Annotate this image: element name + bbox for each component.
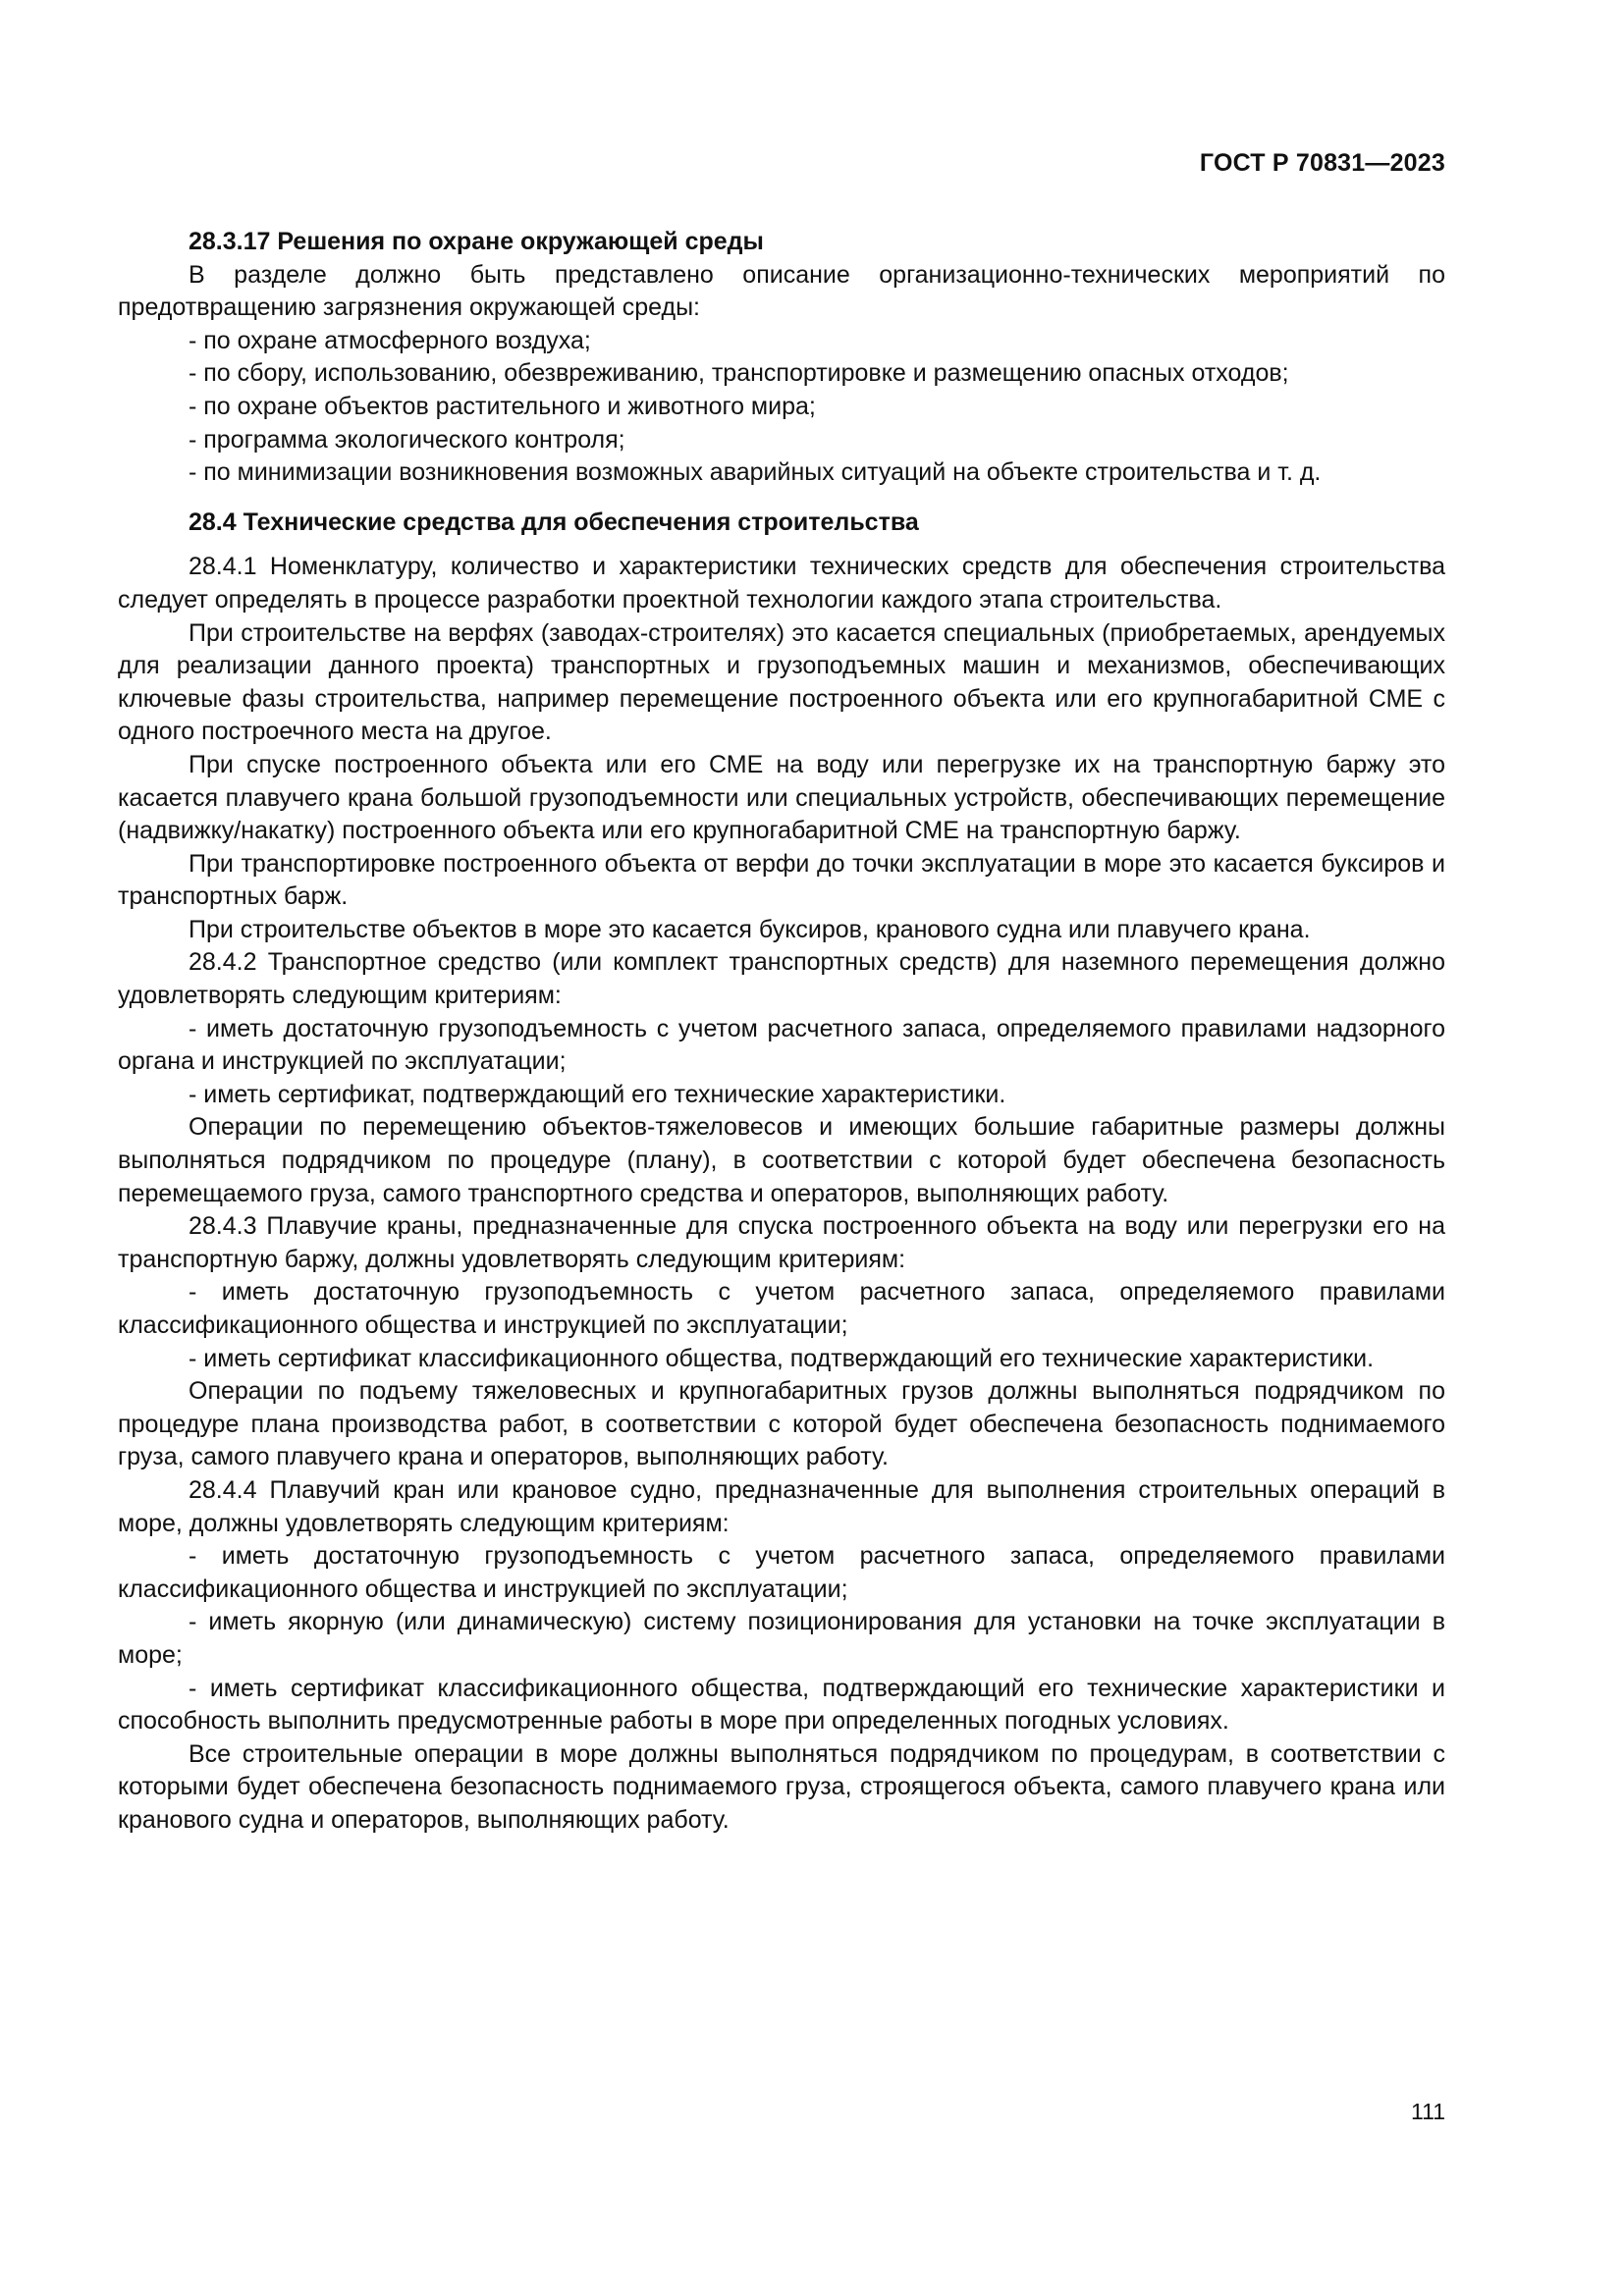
section-heading-28-3-17: 28.3.17 Решения по охране окружающей среды (189, 228, 764, 255)
paragraph: В разделе должно быть представлено описание организационно-технических мероприятий по предотвращению загрязнения окружающей среды: (118, 260, 1445, 322)
list-item: - по охране атмосферного воздуха; (189, 326, 591, 354)
paragraph: Все строительные операции в море должны выполняться подрядчиком по процедурам, в соответствии с которыми будет обеспечена безопасность поднимаемого груза, строящегося объекта, самого плавучего крана или кранового судна и операторов, выполняющих работу. (118, 1739, 1445, 1834)
paragraph: 28.4.1 Номенклатуру, количество и характеристики технических средств для обеспечения строительства следует определять в процессе разработки проектной технологии каждого этапа строительства. (118, 553, 1445, 614)
list-item: - иметь сертификат классификационного общества, подтверждающий его технические характеристики и способность выполнить предусмотренные работы в море при определенных погодных условиях. (118, 1674, 1445, 1735)
paragraph: 28.4.4 Плавучий кран или крановое судно, предназначенные для выполнения строительных операций в море, должны удовлетворять следующим критериям: (118, 1475, 1445, 1537)
paragraph: 28.4.2 Транспортное средство (или комплект транспортных средств) для наземного перемещения должно удовлетворять следующим критериям: (118, 948, 1445, 1010)
paragraph: При строительстве на верфях (заводах-строителях) это касается специальных (приобретаемых, арендуемых для реализации данного проекта) транспортных и грузоподъемных машин и механизмов, обеспечивающих ключевые фазы строительства, например перемещение построенного объекта или его крупногабаритной СМЕ с одного построечного места на другое. (118, 618, 1445, 746)
document-code: ГОСТ Р 70831—2023 (1199, 149, 1445, 177)
list-item: - иметь якорную (или динамическую) систему позиционирования для установки на точке эксплуатации в море; (118, 1608, 1445, 1669)
list-item: - иметь достаточную грузоподъемность с учетом расчетного запаса, определяемого правилами надзорного органа и инструкцией по эксплуатации; (118, 1014, 1445, 1076)
paragraph: При строительстве объектов в море это касается буксиров, кранового судна или плавучего крана. (189, 915, 1311, 943)
paragraph: При транспортировке построенного объекта от верфи до точки эксплуатации в море это касается буксиров и транспортных барж. (118, 849, 1445, 911)
paragraph: При спуске построенного объекта или его СМЕ на воду или перегрузке их на транспортную баржу это касается плавучего крана большой грузоподъемности или специальных устройств, обеспечивающих перемещение (надвижку/накатку) построенного объекта или его крупногабаритной СМЕ на транспортную баржу. (118, 750, 1445, 845)
page-number: 111 (1411, 2099, 1445, 2124)
list-item: - иметь сертификат, подтверждающий его технические характеристики. (189, 1080, 1006, 1108)
list-item: - иметь достаточную грузоподъемность с учетом расчетного запаса, определяемого правилами классификационного общества и инструкцией по эксплуатации; (118, 1542, 1445, 1603)
list-item: - по охране объектов растительного и животного мира; (189, 392, 816, 420)
list-item: - по сбору, использованию, обезвреживанию, транспортировке и размещению опасных отходов; (189, 359, 1289, 388)
paragraph: 28.4.3 Плавучие краны, предназначенные для спуска построенного объекта на воду или перегрузки его на транспортную баржу, должны удовлетворять следующим критериям: (118, 1212, 1445, 1273)
list-item: - иметь достаточную грузоподъемность с учетом расчетного запаса, определяемого правилами классификационного общества и инструкцией по эксплуатации; (118, 1278, 1445, 1339)
section-heading-28-4: 28.4 Технические средства для обеспечения строительства (189, 507, 919, 536)
page-body (118, 226, 1445, 1838)
list-item: - по минимизации возникновения возможных аварийных ситуаций на объекте строительства и т. д. (189, 458, 1322, 487)
paragraph: Операции по перемещению объектов-тяжеловесов и имеющих большие габаритные размеры должны выполняться подрядчиком по процедуре (плану), в соответствии с которой будет обеспечена безопасность перемещаемого груза, самого транспортного средства и операторов, выполняющих работу. (118, 1113, 1445, 1207)
list-item: - иметь сертификат классификационного общества, подтверждающий его технические характеристики. (189, 1344, 1375, 1372)
list-item: - программа экологического контроля; (189, 425, 625, 454)
paragraph: Операции по подъему тяжеловесных и крупногабаритных грузов должны выполняться подрядчиком по процедуре плана производства работ, в соответствии с которой будет обеспечена безопасность поднимаемого груза, самого плавучего крана и операторов, выполняющих работу. (118, 1377, 1445, 1471)
